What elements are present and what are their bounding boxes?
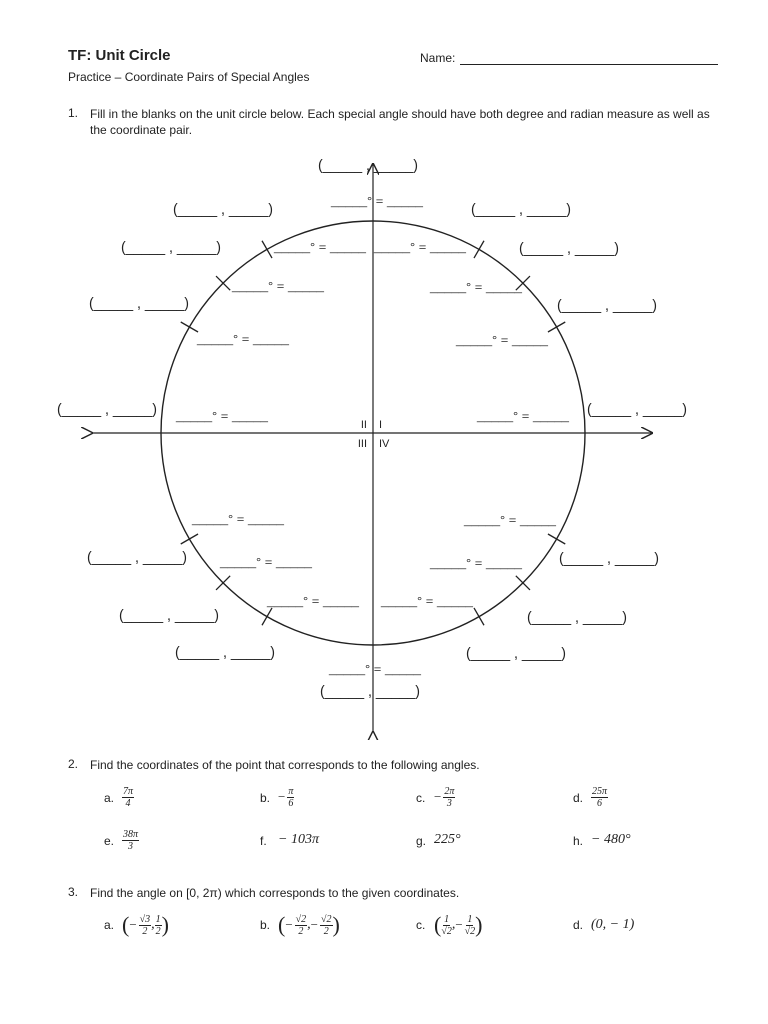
coordinate-blank: (_____ , _____) bbox=[527, 609, 627, 626]
angle-blank: _____° = _____ bbox=[265, 596, 361, 608]
coordinate-blank: (_____ , _____) bbox=[57, 401, 157, 418]
coordinate-value: (0, − 1) bbox=[591, 917, 635, 932]
angle-tick bbox=[548, 534, 565, 544]
problem-label: b. bbox=[260, 791, 271, 805]
angle-tick bbox=[181, 322, 198, 332]
angle-blank: _____° = _____ bbox=[190, 514, 286, 526]
problem-label: f. bbox=[260, 834, 267, 848]
coordinate-blank: (_____ , _____) bbox=[471, 201, 571, 218]
worksheet-title: TF: Unit Circle bbox=[68, 47, 171, 64]
problem-label: a. bbox=[104, 918, 115, 932]
angle-blank: _____° = _____ bbox=[329, 196, 425, 208]
angle-value: − 480° bbox=[591, 832, 631, 847]
name-label: Name: bbox=[420, 51, 456, 65]
problem-expression bbox=[434, 783, 455, 811]
question-3-number: 3. bbox=[68, 885, 79, 899]
angle-blank: _____° = _____ bbox=[372, 242, 468, 254]
fraction-numerator: 1 bbox=[467, 913, 473, 925]
fraction-denominator: 4 bbox=[125, 797, 131, 809]
fraction-numerator: √3 bbox=[139, 913, 151, 925]
minus-sign: − bbox=[278, 789, 286, 804]
unit-circle-diagram bbox=[0, 150, 768, 740]
quadrant-labels bbox=[358, 419, 390, 450]
fraction bbox=[287, 786, 294, 809]
problem-expression bbox=[591, 826, 631, 854]
problem-expression bbox=[434, 910, 483, 940]
fraction bbox=[441, 914, 452, 937]
problem-label: a. bbox=[104, 791, 115, 805]
quadrant-label: III bbox=[357, 438, 367, 450]
close-paren: ) bbox=[475, 912, 483, 937]
coordinate-blank: (_____ , _____) bbox=[119, 607, 219, 624]
minus-sign: − bbox=[285, 917, 293, 932]
fraction-denominator: 2 bbox=[142, 925, 148, 937]
problem-expression bbox=[122, 910, 169, 940]
open-paren: ( bbox=[434, 912, 442, 937]
fraction bbox=[122, 829, 139, 852]
coordinate-blank: (_____ , _____) bbox=[557, 297, 657, 314]
problem-label: d. bbox=[573, 918, 584, 932]
angle-blank: _____° = _____ bbox=[475, 411, 571, 423]
problem-expression bbox=[591, 910, 634, 940]
fraction-numerator: 1 bbox=[444, 913, 450, 925]
angle-tick bbox=[474, 608, 484, 625]
worksheet-subtitle: Practice – Coordinate Pairs of Special Angles bbox=[68, 70, 310, 84]
angle-tick bbox=[262, 608, 272, 625]
fraction-denominator: 2 bbox=[298, 925, 304, 937]
problem-label: e. bbox=[104, 834, 115, 848]
problem-expression bbox=[434, 826, 461, 854]
problem-label: h. bbox=[573, 834, 584, 848]
fraction bbox=[139, 914, 152, 937]
fraction-numerator: √2 bbox=[321, 913, 332, 925]
angle-blank: _____° = _____ bbox=[230, 281, 326, 293]
angle-blank: _____° = _____ bbox=[428, 282, 524, 294]
question-1-number: 1. bbox=[68, 106, 79, 120]
angle-blank: _____° = _____ bbox=[195, 334, 291, 346]
coordinate-blank: (_____ , _____) bbox=[89, 295, 189, 312]
minus-sign: − bbox=[310, 917, 319, 932]
fraction-denominator: √2 bbox=[464, 925, 476, 937]
fraction bbox=[465, 914, 476, 937]
quadrant-label: I bbox=[379, 419, 383, 431]
open-paren: ( bbox=[278, 912, 286, 937]
angle-tick bbox=[262, 241, 272, 258]
problem-expression bbox=[591, 783, 608, 811]
fraction bbox=[591, 786, 608, 809]
angle-blank: _____° = _____ bbox=[379, 596, 475, 608]
comma: , bbox=[151, 917, 155, 932]
fraction-denominator: 3 bbox=[128, 840, 133, 852]
problem-expression bbox=[278, 826, 319, 854]
question-1-text: Fill in the blanks on the unit circle below. Each special angle should have both degree and radian measure as well as the coordinate pair. bbox=[90, 107, 710, 137]
angle-blank: _____° = _____ bbox=[218, 557, 314, 569]
question-2-number: 2. bbox=[68, 757, 79, 771]
coordinate-blank: (_____ , _____) bbox=[320, 683, 420, 700]
open-paren: ( bbox=[122, 912, 130, 937]
fraction-numerator: √2 bbox=[295, 913, 307, 925]
fraction bbox=[443, 786, 455, 809]
fraction-numerator: 25π bbox=[592, 785, 608, 797]
fraction bbox=[122, 786, 134, 809]
problem-expression bbox=[278, 910, 340, 940]
angle-blank: _____° = _____ bbox=[428, 558, 524, 570]
fraction-numerator: 2π bbox=[444, 785, 455, 797]
angle-blank: _____° = _____ bbox=[174, 411, 270, 423]
fraction-denominator: 6 bbox=[597, 797, 602, 809]
quadrant-label: IV bbox=[379, 438, 390, 450]
question-2-text: Find the coordinates of the point that corresponds to the following angles. bbox=[90, 758, 480, 772]
name-blank-line[interactable] bbox=[460, 64, 718, 65]
coordinate-blank: (_____ , _____) bbox=[318, 157, 418, 174]
coordinate-blank: (_____ , _____) bbox=[587, 401, 687, 418]
close-paren: ) bbox=[161, 912, 169, 937]
coordinate-blank: (_____ , _____) bbox=[175, 644, 275, 661]
coordinate-blank: (_____ , _____) bbox=[121, 239, 221, 256]
problem-label: g. bbox=[416, 834, 427, 848]
fraction-denominator: 2 bbox=[323, 925, 329, 937]
coordinate-blank: (_____ , _____) bbox=[519, 240, 619, 257]
angle-blank: _____° = _____ bbox=[462, 515, 558, 527]
fraction bbox=[320, 914, 333, 937]
minus-sign: − bbox=[434, 789, 442, 804]
angle-tick bbox=[181, 534, 198, 544]
coordinate-blanks bbox=[57, 157, 687, 700]
angle-blank: _____° = _____ bbox=[454, 335, 550, 347]
question-3-text: Find the angle on [0, 2π) which corresponds to the given coordinates. bbox=[90, 886, 460, 900]
problem-label: b. bbox=[260, 918, 271, 932]
quadrant-label: II bbox=[360, 419, 367, 431]
fraction-numerator: 38π bbox=[123, 828, 139, 840]
problem-label: c. bbox=[416, 918, 426, 932]
comma: , bbox=[451, 917, 456, 932]
close-paren: ) bbox=[332, 912, 340, 937]
fraction bbox=[295, 914, 308, 937]
fraction-denominator: 2 bbox=[155, 925, 161, 937]
minus-sign: − bbox=[455, 917, 463, 932]
problem-expression bbox=[278, 783, 294, 811]
minus-sign: − bbox=[129, 917, 137, 932]
problem-expression bbox=[122, 826, 139, 854]
angle-value: 225° bbox=[434, 832, 461, 847]
fraction-numerator: π bbox=[288, 785, 294, 797]
coordinate-blank: (_____ , _____) bbox=[559, 550, 659, 567]
angle-blank: _____° = _____ bbox=[272, 242, 368, 254]
fraction-denominator: √2 bbox=[441, 925, 452, 937]
problem-expression bbox=[122, 783, 134, 811]
problem-label: d. bbox=[573, 791, 584, 805]
comma: , bbox=[307, 917, 311, 932]
coordinate-blank: (_____ , _____) bbox=[466, 645, 566, 662]
fraction-denominator: 6 bbox=[288, 797, 294, 809]
fraction-numerator: 7π bbox=[123, 785, 134, 797]
angle-value: − 103π bbox=[278, 832, 319, 847]
angle-tick bbox=[474, 241, 484, 258]
problem-label: c. bbox=[416, 791, 426, 805]
angle-blank: _____° = _____ bbox=[327, 664, 423, 676]
angle-tick bbox=[548, 322, 565, 332]
fraction-denominator: 3 bbox=[446, 797, 452, 809]
coordinate-blank: (_____ , _____) bbox=[87, 549, 187, 566]
fraction bbox=[155, 914, 162, 937]
coordinate-blank: (_____ , _____) bbox=[173, 201, 273, 218]
fraction-numerator: 1 bbox=[155, 913, 161, 925]
